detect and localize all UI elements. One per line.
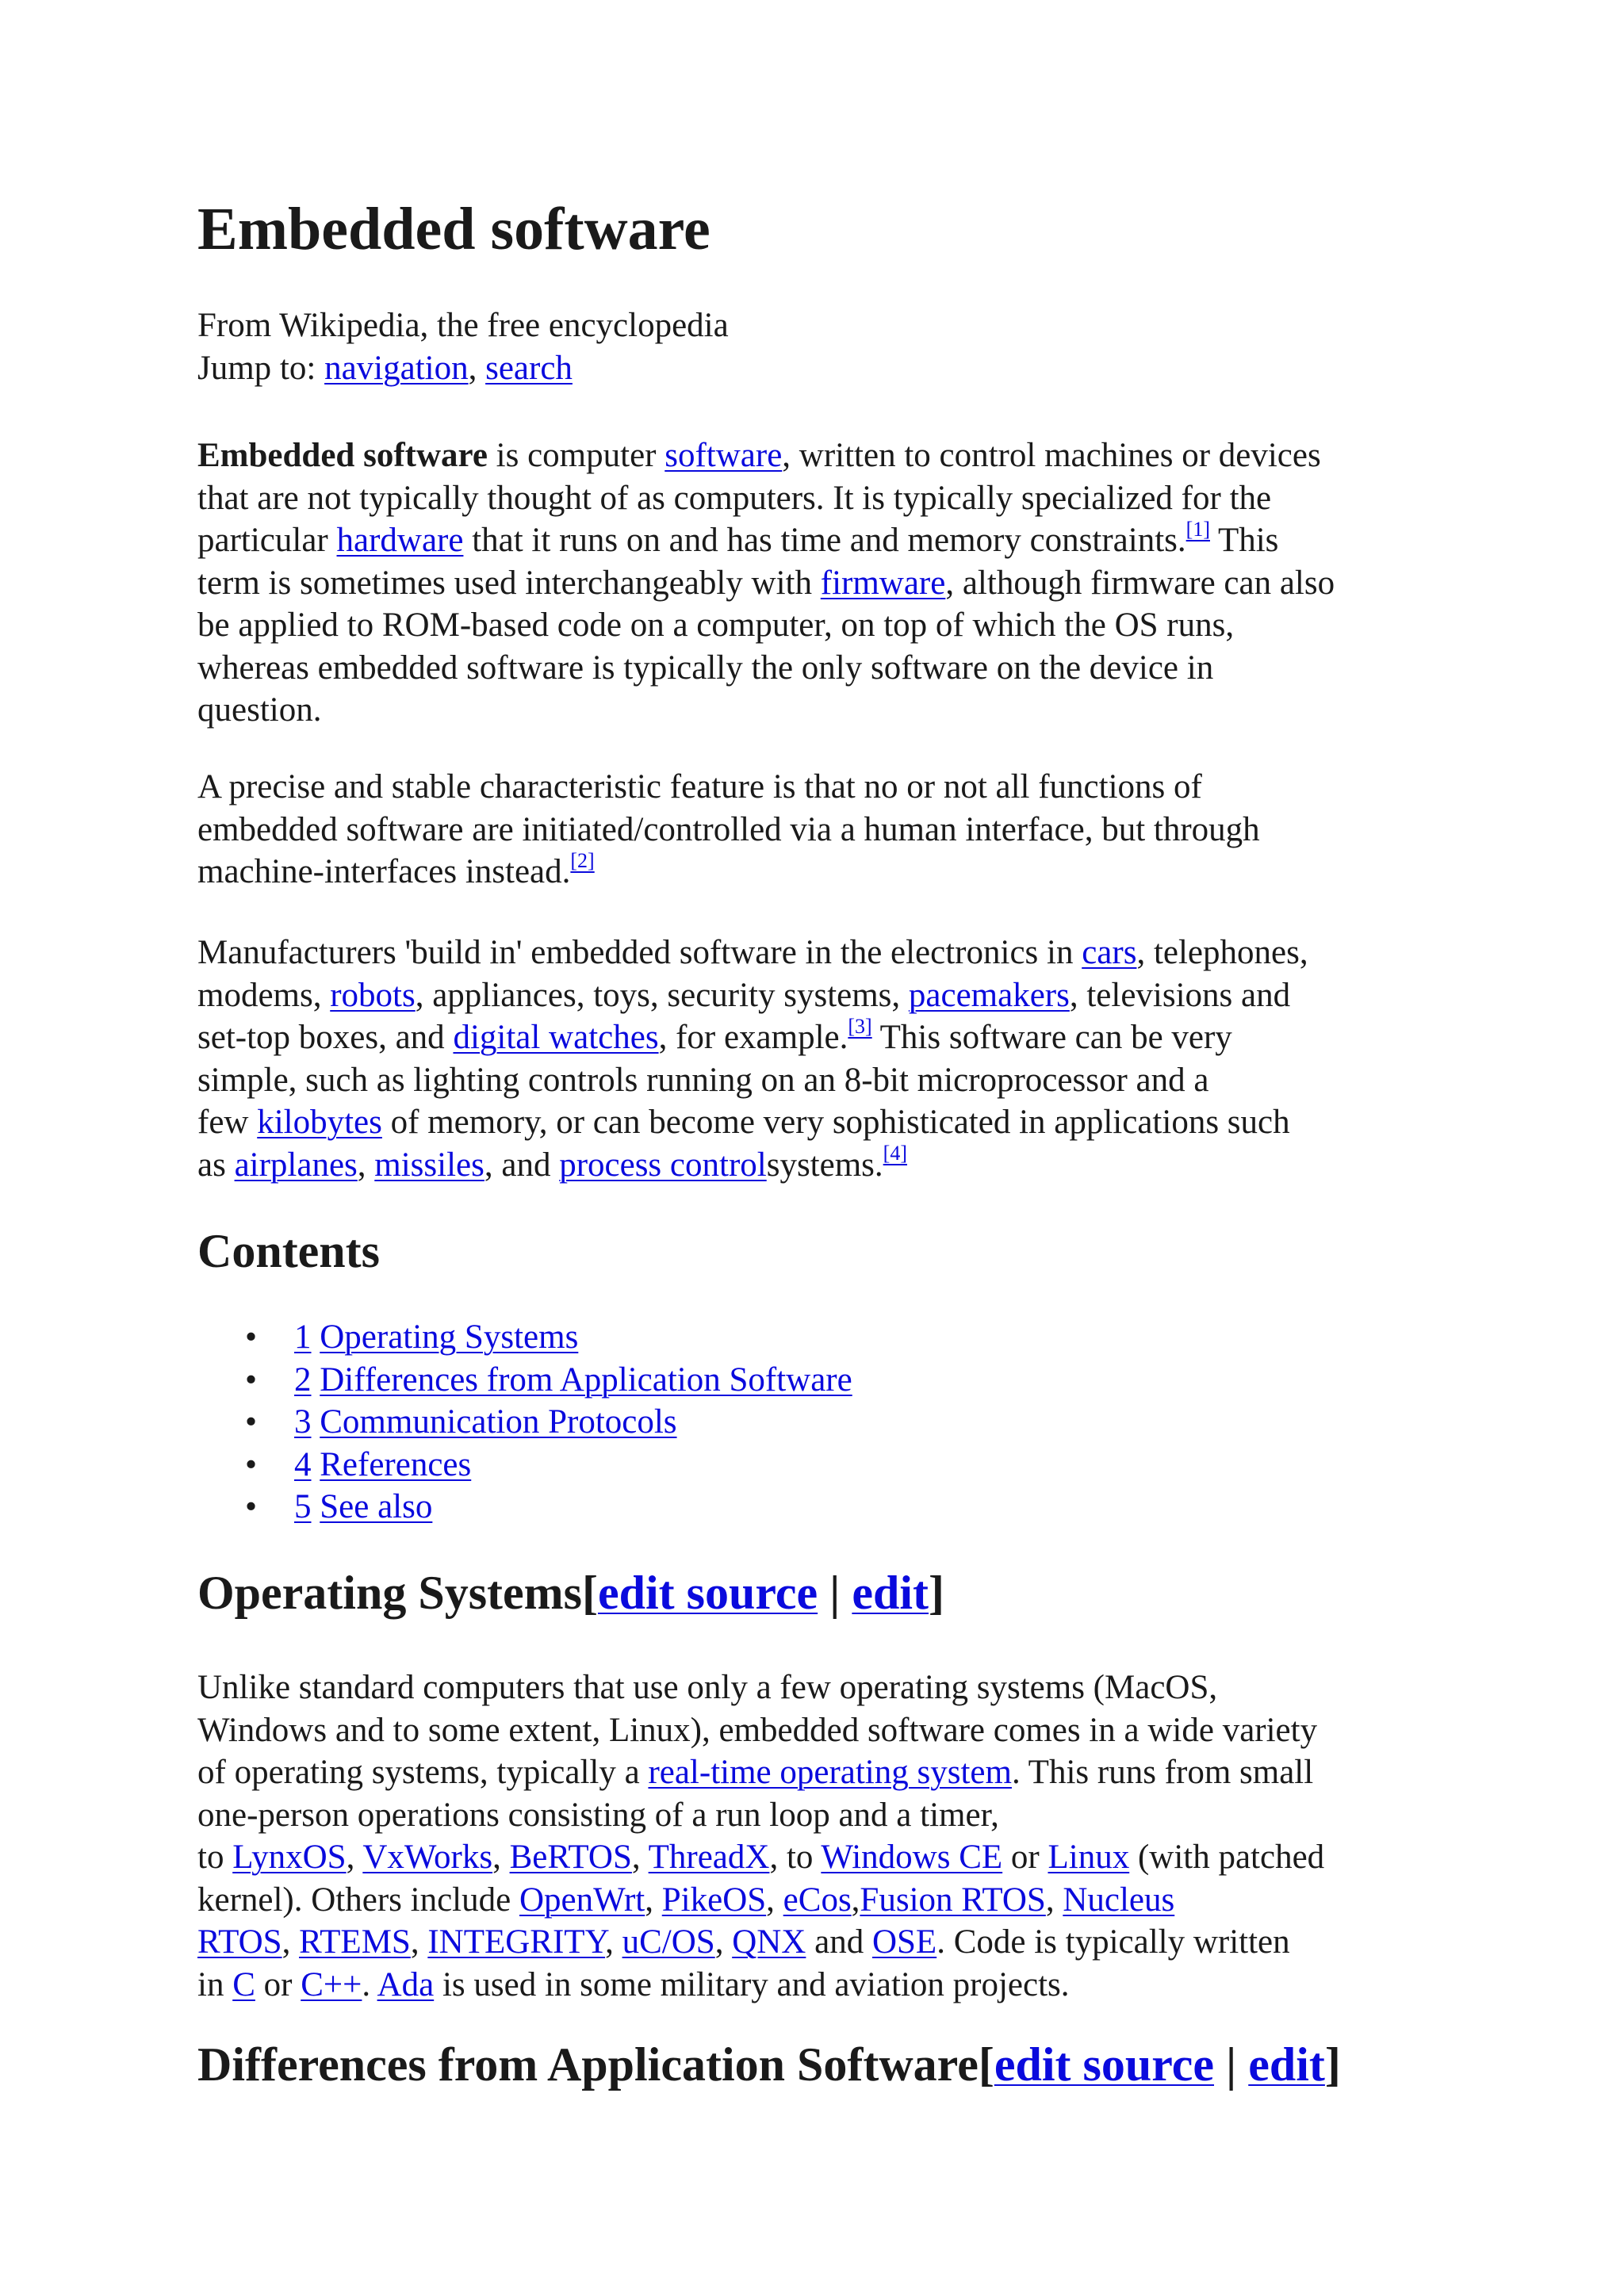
- edit-link[interactable]: edit: [852, 1567, 929, 1619]
- toc-number-link[interactable]: 1: [294, 1318, 312, 1356]
- process-control-link[interactable]: process control: [559, 1146, 767, 1184]
- bertos-link[interactable]: BeRTOS: [509, 1839, 632, 1876]
- characteristic-paragraph: A precise and stable characteristic feature is that no or not all functions of embedded software are initiated/controlled via a human interface, but through machine-interfaces instead.[2]: [197, 768, 1260, 890]
- toc-link-differences[interactable]: Differences from Application Software: [320, 1360, 852, 1399]
- linux-link[interactable]: Linux: [1048, 1839, 1130, 1876]
- site-subtitle: [197, 304, 729, 390]
- ecos-link[interactable]: eCos: [783, 1881, 852, 1919]
- navigation-link[interactable]: navigation: [324, 350, 469, 387]
- hardware-link[interactable]: hardware: [336, 522, 464, 559]
- software-link[interactable]: software: [665, 437, 783, 474]
- rtems-link[interactable]: RTEMS: [299, 1923, 411, 1961]
- c-language-link[interactable]: C: [232, 1965, 255, 2003]
- edit-link[interactable]: edit: [1248, 2038, 1325, 2091]
- ucos-link[interactable]: uC/OS: [622, 1923, 715, 1961]
- integrity-link[interactable]: INTEGRITY: [427, 1923, 606, 1961]
- reference-4-link[interactable]: [4]: [883, 1142, 907, 1165]
- manufacturers-paragraph: Manufacturers 'build in' embedded software in the electronics in cars, telephones, modems, robots, appliances, toys, security systems, pacemakers, televisions and set-top boxes, and digital watches, for example.[3] This software can be very simple, such as lighting controls running on an 8-bit microprocessor and a few kilobytes of memory, or can become very sophisticated in applications such as airplanes, missiles, and process controlsystems.[4]: [197, 934, 1308, 1184]
- section-heading-operating-systems: Operating Systems[edit source | edit]: [197, 1567, 945, 1619]
- operating-systems-paragraph: Unlike standard computers that use only a few operating systems (MacOS, Windows and to some extent, Linux), embedded software comes in a wide variety of operating systems, typically a real-time operating system. This runs from small one-person operations consisting of a run loop and a timer, to LynxOS, VxWorks, BeRTOS, ThreadX, to Windows CE or Linux (with patched kernel). Others include OpenWrt, PikeOS, eCos,Fusion RTOS, Nucleus RTOS, RTEMS, INTEGRITY, uC/OS, QNX and OSE. Code is typically written in C or C++. Ada is used in some military and aviation projects.: [197, 1669, 1325, 2003]
- fusion-rtos-link[interactable]: Fusion RTOS: [860, 1881, 1046, 1919]
- toc-item: [197, 1444, 852, 1487]
- ose-link[interactable]: OSE: [871, 1923, 937, 1961]
- toc-number-link[interactable]: 5: [294, 1488, 312, 1525]
- toc-item: [197, 1401, 852, 1444]
- reference-1-link[interactable]: [1]: [1185, 517, 1210, 541]
- lynxos-link[interactable]: LynxOS: [232, 1839, 347, 1876]
- jump-links: Jump to: navigation, search: [197, 350, 573, 387]
- bullet-icon: •: [245, 1403, 258, 1441]
- toc-link-see-also[interactable]: See also: [320, 1488, 433, 1525]
- reference-2-link[interactable]: [2]: [570, 848, 595, 872]
- contents-heading: Contents: [197, 1225, 381, 1277]
- pikeos-link[interactable]: PikeOS: [661, 1881, 767, 1919]
- toc-link-operating-systems[interactable]: Operating Systems: [320, 1318, 579, 1356]
- toc-number-link[interactable]: 2: [294, 1360, 312, 1399]
- ada-language-link[interactable]: Ada: [377, 1965, 435, 2003]
- section-heading-differences: Differences from Application Software[edit source | edit]: [197, 2038, 1341, 2091]
- bullet-icon: •: [245, 1488, 258, 1525]
- firmware-link[interactable]: firmware: [820, 564, 946, 602]
- windows-ce-link[interactable]: Windows CE: [821, 1839, 1003, 1876]
- toc-link-references[interactable]: References: [320, 1445, 472, 1483]
- kilobytes-link[interactable]: kilobytes: [257, 1104, 382, 1141]
- toc-link-communication-protocols[interactable]: Communication Protocols: [320, 1403, 677, 1441]
- robots-link[interactable]: robots: [330, 976, 416, 1014]
- bullet-icon: •: [245, 1445, 258, 1483]
- toc-item: [197, 1359, 852, 1402]
- tagline: From Wikipedia, the free encyclopedia: [197, 307, 729, 344]
- table-of-contents: [197, 1316, 852, 1529]
- toc-item: [197, 1486, 852, 1529]
- airplanes-link[interactable]: airplanes: [234, 1146, 358, 1184]
- cpp-language-link[interactable]: C++: [301, 1965, 362, 2003]
- reference-3-link[interactable]: [3]: [848, 1014, 872, 1038]
- rtos-link[interactable]: real-time operating system: [648, 1754, 1012, 1791]
- bullet-icon: •: [245, 1360, 258, 1399]
- qnx-link[interactable]: QNX: [732, 1923, 806, 1961]
- intro-paragraph: Embedded software is computer software, written to control machines or devices that are not typically thought of as computers. It is typically specialized for the particular hardware that it runs on and has time and memory constraints.[1] This term is sometimes used interchangeably with firmware, although firmware can also be applied to ROM-based code on a computer, on top of which the OS runs, whereas embedded software is typically the only software on the device in question.: [197, 437, 1335, 729]
- cars-link[interactable]: cars: [1082, 934, 1137, 971]
- search-link[interactable]: search: [485, 350, 573, 387]
- missiles-link[interactable]: missiles: [374, 1146, 485, 1184]
- pacemakers-link[interactable]: pacemakers: [908, 976, 1070, 1014]
- page-title: Embedded software: [197, 196, 710, 262]
- toc-item: [197, 1316, 852, 1359]
- edit-source-link[interactable]: edit source: [597, 1567, 818, 1619]
- vxworks-link[interactable]: VxWorks: [362, 1839, 493, 1876]
- edit-source-link[interactable]: edit source: [994, 2038, 1215, 2091]
- bullet-icon: •: [245, 1318, 258, 1356]
- toc-number-link[interactable]: 4: [294, 1445, 312, 1483]
- toc-number-link[interactable]: 3: [294, 1403, 312, 1441]
- nucleus-link[interactable]: Nucleus: [1063, 1881, 1175, 1919]
- digital-watches-link[interactable]: digital watches: [453, 1019, 659, 1056]
- openwrt-link[interactable]: OpenWrt: [519, 1881, 645, 1919]
- threadx-link[interactable]: ThreadX: [648, 1839, 770, 1876]
- nucleus-rtos-link[interactable]: RTOS: [197, 1923, 282, 1961]
